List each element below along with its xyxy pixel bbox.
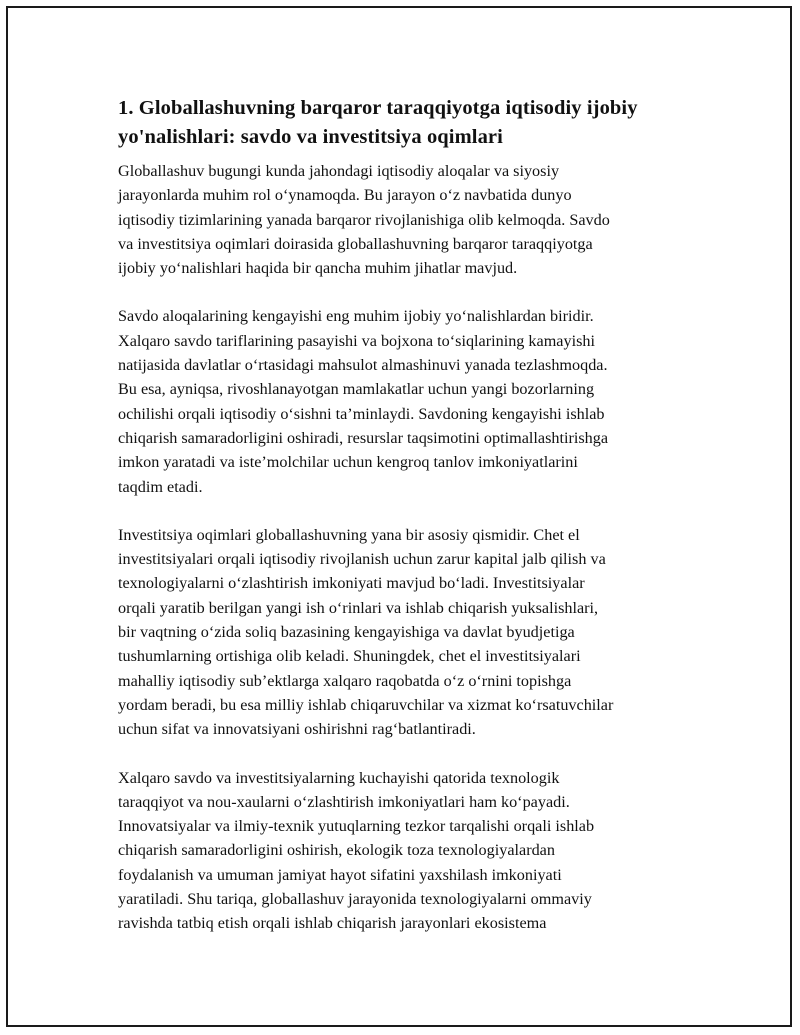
- text-line: Xalqaro savdo tariflarining pasayishi va bojxona to‘siqlarining kamayishi: [118, 331, 595, 350]
- heading-line: 1. Globallashuvning barqaror taraqqiyotga iqtisodiy ijobiy: [118, 97, 638, 119]
- text-line: mahalliy iqtisodiy sub’ektlarga xalqaro raqobatda o‘z o‘rnini topishga: [118, 671, 572, 690]
- text-line: texnologiyalarni o‘zlashtirish imkoniyati mavjud bo‘ladi. Investitsiyalar: [118, 574, 585, 593]
- text-line: imkon yaratadi va iste’molchilar uchun kengroq tanlov imkoniyatlarini: [118, 453, 578, 472]
- text-line: yaratiladi. Shu tariqa, globallashuv jarayonida texnologiyalarni ommaviy: [118, 890, 592, 909]
- document-body: [118, 94, 684, 960]
- paragraph-technology: [118, 766, 684, 936]
- text-line: chiqarish samaradorligini oshirish, ekologik toza texnologiyalardan: [118, 841, 555, 860]
- text-line: iqtisodiy tizimlarining yanada barqaror rivojlanishiga olib kelmoqda. Savdo: [118, 210, 610, 229]
- paragraph-trade: [118, 304, 684, 498]
- text-line: Bu esa, ayniqsa, rivoshlanayotgan mamlakatlar uchun yangi bozorlarning: [118, 380, 595, 399]
- heading-line: yo'nalishlari: savdo va investitsiya oqimlari: [118, 126, 503, 148]
- paragraph-intro: [118, 159, 684, 280]
- text-line: tushumlarning ortishiga olib keladi. Shuningdek, chet el investitsiyalari: [118, 647, 581, 666]
- text-line: Innovatsiyalar va ilmiy-texnik yutuqlarning tezkor tarqalishi orqali ishlab: [118, 817, 595, 836]
- text-line: Globallashuv bugungi kunda jahondagi iqtisodiy aloqalar va siyosiy: [118, 162, 560, 180]
- text-line: chiqarish samaradorligini oshiradi, resurslar taqsimotini optimallashtirishga: [118, 428, 609, 447]
- text-line: Xalqaro savdo va investitsiyalarning kuchayishi qatorida texnologik: [118, 768, 560, 787]
- text-line: ochilishi orqali iqtisodiy o‘sishni ta’minlaydi. Savdoning kengayishi ishlab: [118, 404, 605, 423]
- text-line: taraqqiyot va nou-xaularni o‘zlashtirish imkoniyatlari ham ko‘payadi.: [118, 792, 570, 811]
- text-line: ravishda tatbiq etish orqali ishlab chiqarish jarayonlari ekosistema: [118, 914, 547, 933]
- text-line: yordam beradi, bu esa milliy ishlab chiqaruvchilar va xizmat ko‘rsatuvchilar: [118, 695, 614, 714]
- text-line: natijasida davlatlar o‘rtasidagi mahsulot almashinuvi yanada tezlashmoqda.: [118, 356, 608, 375]
- text-line: va investitsiya oqimlari doirasida globallashuvning barqaror taraqqiyotga: [118, 234, 593, 253]
- text-line: Savdo aloqalarining kengayishi eng muhim ijobiy yo‘nalishlardan biridir.: [118, 307, 594, 326]
- text-line: jarayonlarda muhim rol o‘ynamoqda. Bu jarayon o‘z navbatida dunyo: [118, 186, 572, 205]
- text-line: orqali yaratib berilgan yangi ish o‘rinlari va ishlab chiqarish yuksalishlari,: [118, 598, 599, 617]
- text-line: foydalanish va umuman jamiyat hayot sifatini yaxshilash imkoniyati: [118, 865, 562, 884]
- paragraph-investment: [118, 523, 684, 742]
- section-heading: [118, 94, 684, 152]
- text-line: ijobiy yo‘nalishlari haqida bir qancha muhim jihatlar mavjud.: [118, 259, 518, 278]
- text-line: taqdim etadi.: [118, 477, 203, 496]
- text-line: investitsiyalari orqali iqtisodiy rivojlanish uchun zarur kapital jalb qilish va: [118, 550, 606, 569]
- text-line: uchun sifat va innovatsiyani oshirishni rag‘batlantiradi.: [118, 720, 476, 739]
- text-line: Investitsiya oqimlari globallashuvning yana bir asosiy qismidir. Chet el: [118, 525, 580, 544]
- text-line: bir vaqtning o‘zida soliq bazasining kengayishiga va davlat byudjetiga: [118, 623, 575, 642]
